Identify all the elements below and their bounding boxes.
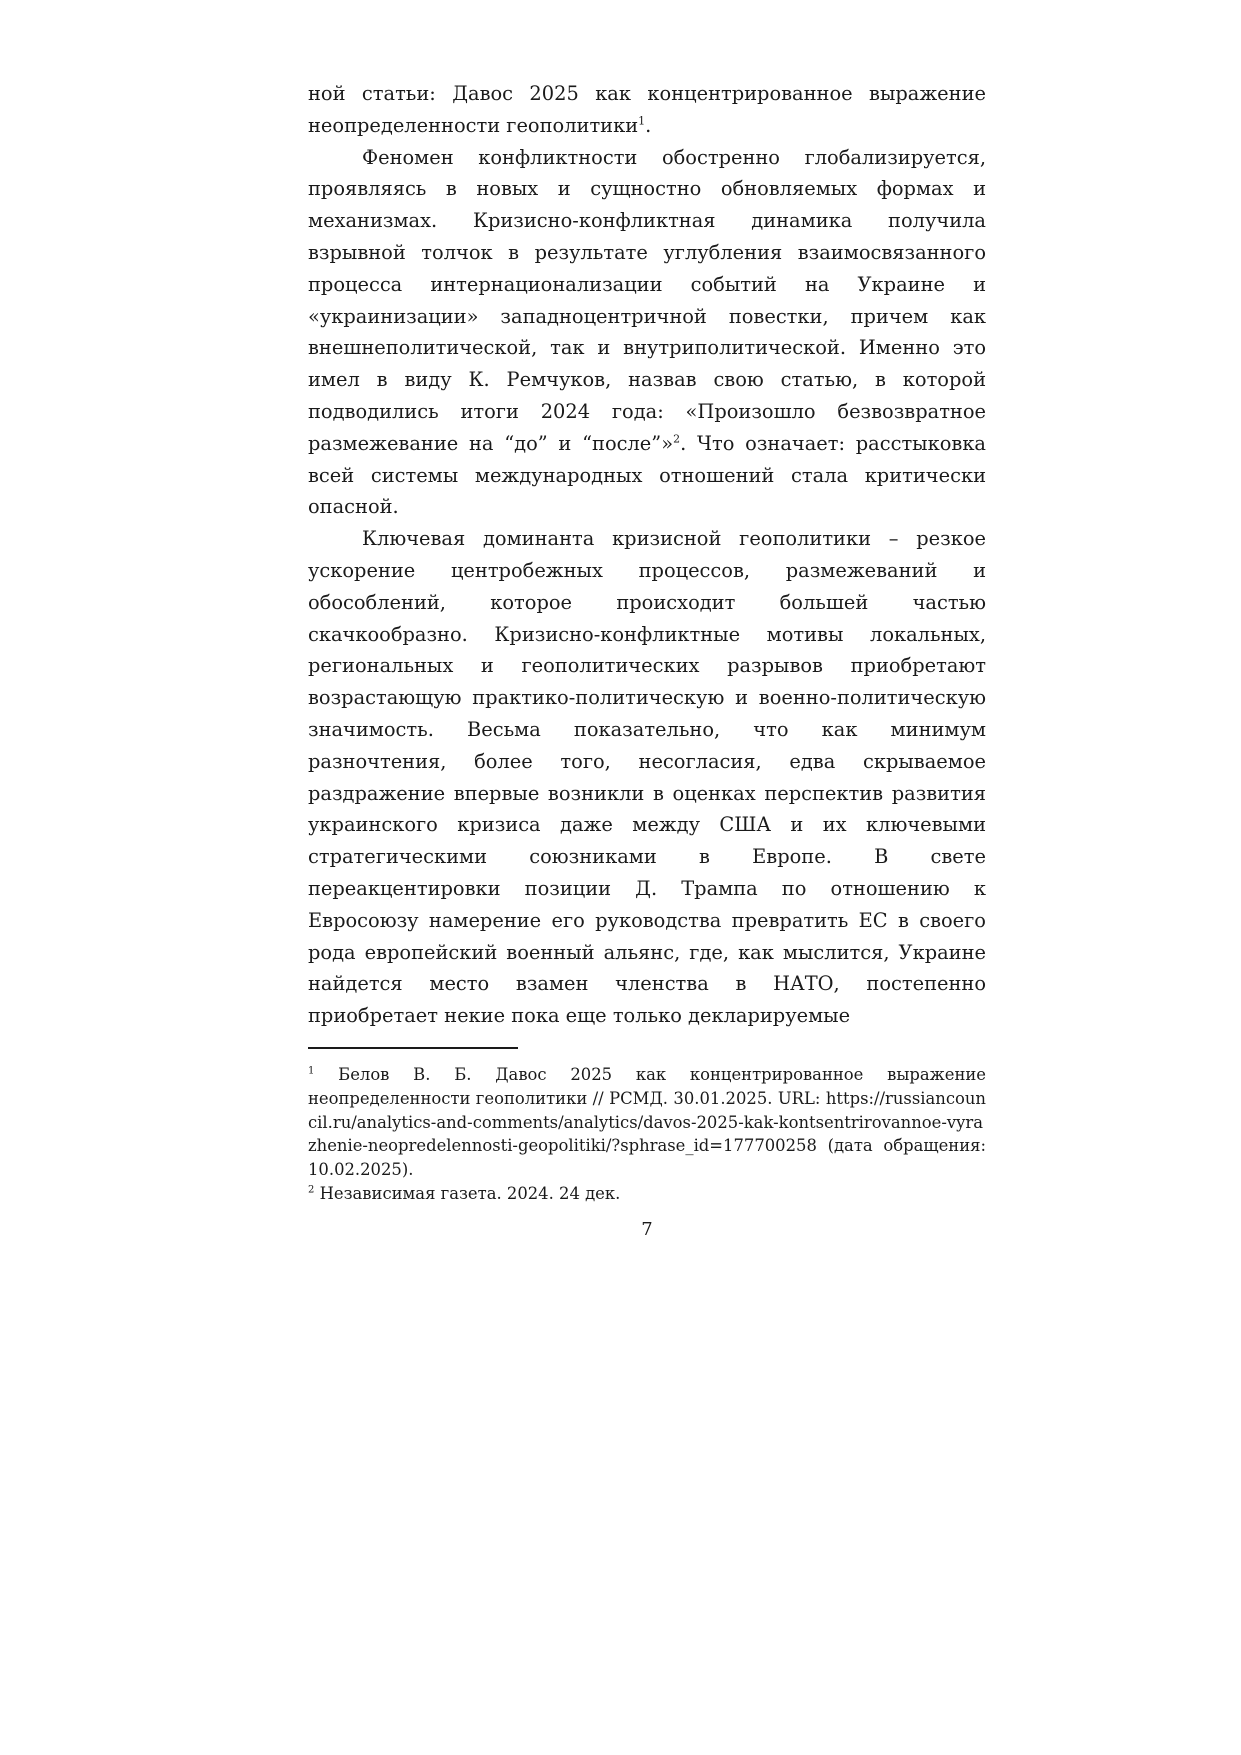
- footnote-reference-2[interactable]: 2: [673, 432, 681, 446]
- footnote-2: [308, 1182, 986, 1206]
- paragraph-tail: .: [645, 113, 652, 137]
- footnote-text: (дата обращения: 10.02.2025).: [308, 1136, 986, 1180]
- page-content: [308, 78, 986, 1242]
- paragraph-text: . Что означает: расстыковка всей системы международных отношений стала критически опасной.: [308, 431, 986, 519]
- footnotes: [308, 1063, 986, 1206]
- footnote-text: Независимая газета. 2024. 24 дек.: [319, 1183, 621, 1203]
- footnote-number: 2: [308, 1184, 315, 1196]
- footnote-url[interactable]: https://russiancouncil.ru/analytics-and-comments/analytics/davos-2025-kak-kontsentrirovannoe-vyrazhenie-neopredelennosti-geopolitiki/?sphrase_id=177700258: [308, 1088, 986, 1156]
- footnote-reference-1[interactable]: 1: [638, 114, 646, 128]
- body-text: [308, 78, 986, 1032]
- paragraph-text: Ключевая доминанта кризисной геополитики – резкое ускорение центробежных процессов, размежеваний и обособлений, которое происходит большей частью скачкообразно. Кризисно-конфликтные мотивы локальных, региональных и геополитических разрывов приобретают возрастающую практико-политическую и военно-политическую значимость. Весьма показательно, что как минимум разночтения, более того, несогласия, едва скрываемое раздражение впервые возникли в оценках перспектив развития украинского кризиса даже между США и их ключевыми стратегическими союзниками в Европе. В свете переакцентировки позиции Д. Трампа по отношению к Евросоюзу намерение его руководства превратить ЕС в своего рода европейский военный альянс, где, как мыслится, Украине найдется место взамен членства в НАТО, постепенно приобретает некие пока еще только декларируемые: [308, 527, 986, 1028]
- footnote-1: [308, 1063, 986, 1182]
- paragraph: [308, 142, 986, 524]
- paragraph: [308, 523, 986, 1032]
- paragraph-text: Феномен конфликтности обостренно глобализируется, проявляясь в новых и сущностно обновляемых формах и механизмах. Кризисно-конфликтная динамика получила взрывной толчок в результате углубления взаимосвязанного процесса интернационализации событий на Украине и «украинизации» западноцентричной повестки, причем как внешнеполитической, так и внутриполитической. Именно это имел в виду К. Ремчуков, назвав свою статью, в которой подводились итоги 2024 года: «Произошло безвозвратное размежевание на “до” и “после”»: [308, 145, 986, 455]
- paragraph-text: ной статьи: Давос 2025 как концентрированное выражение неопределенности геополитики: [308, 82, 986, 137]
- footnote-number: 1: [308, 1065, 315, 1077]
- paragraph-continuation: [308, 78, 986, 142]
- footnote-divider: [308, 1047, 518, 1049]
- footnote-text: Белов В. Б. Давос 2025 как концентрированное выражение неопределенности геополитики // РСМД. 30.01.2025. URL:: [308, 1064, 986, 1108]
- page-number: 7: [641, 1218, 653, 1240]
